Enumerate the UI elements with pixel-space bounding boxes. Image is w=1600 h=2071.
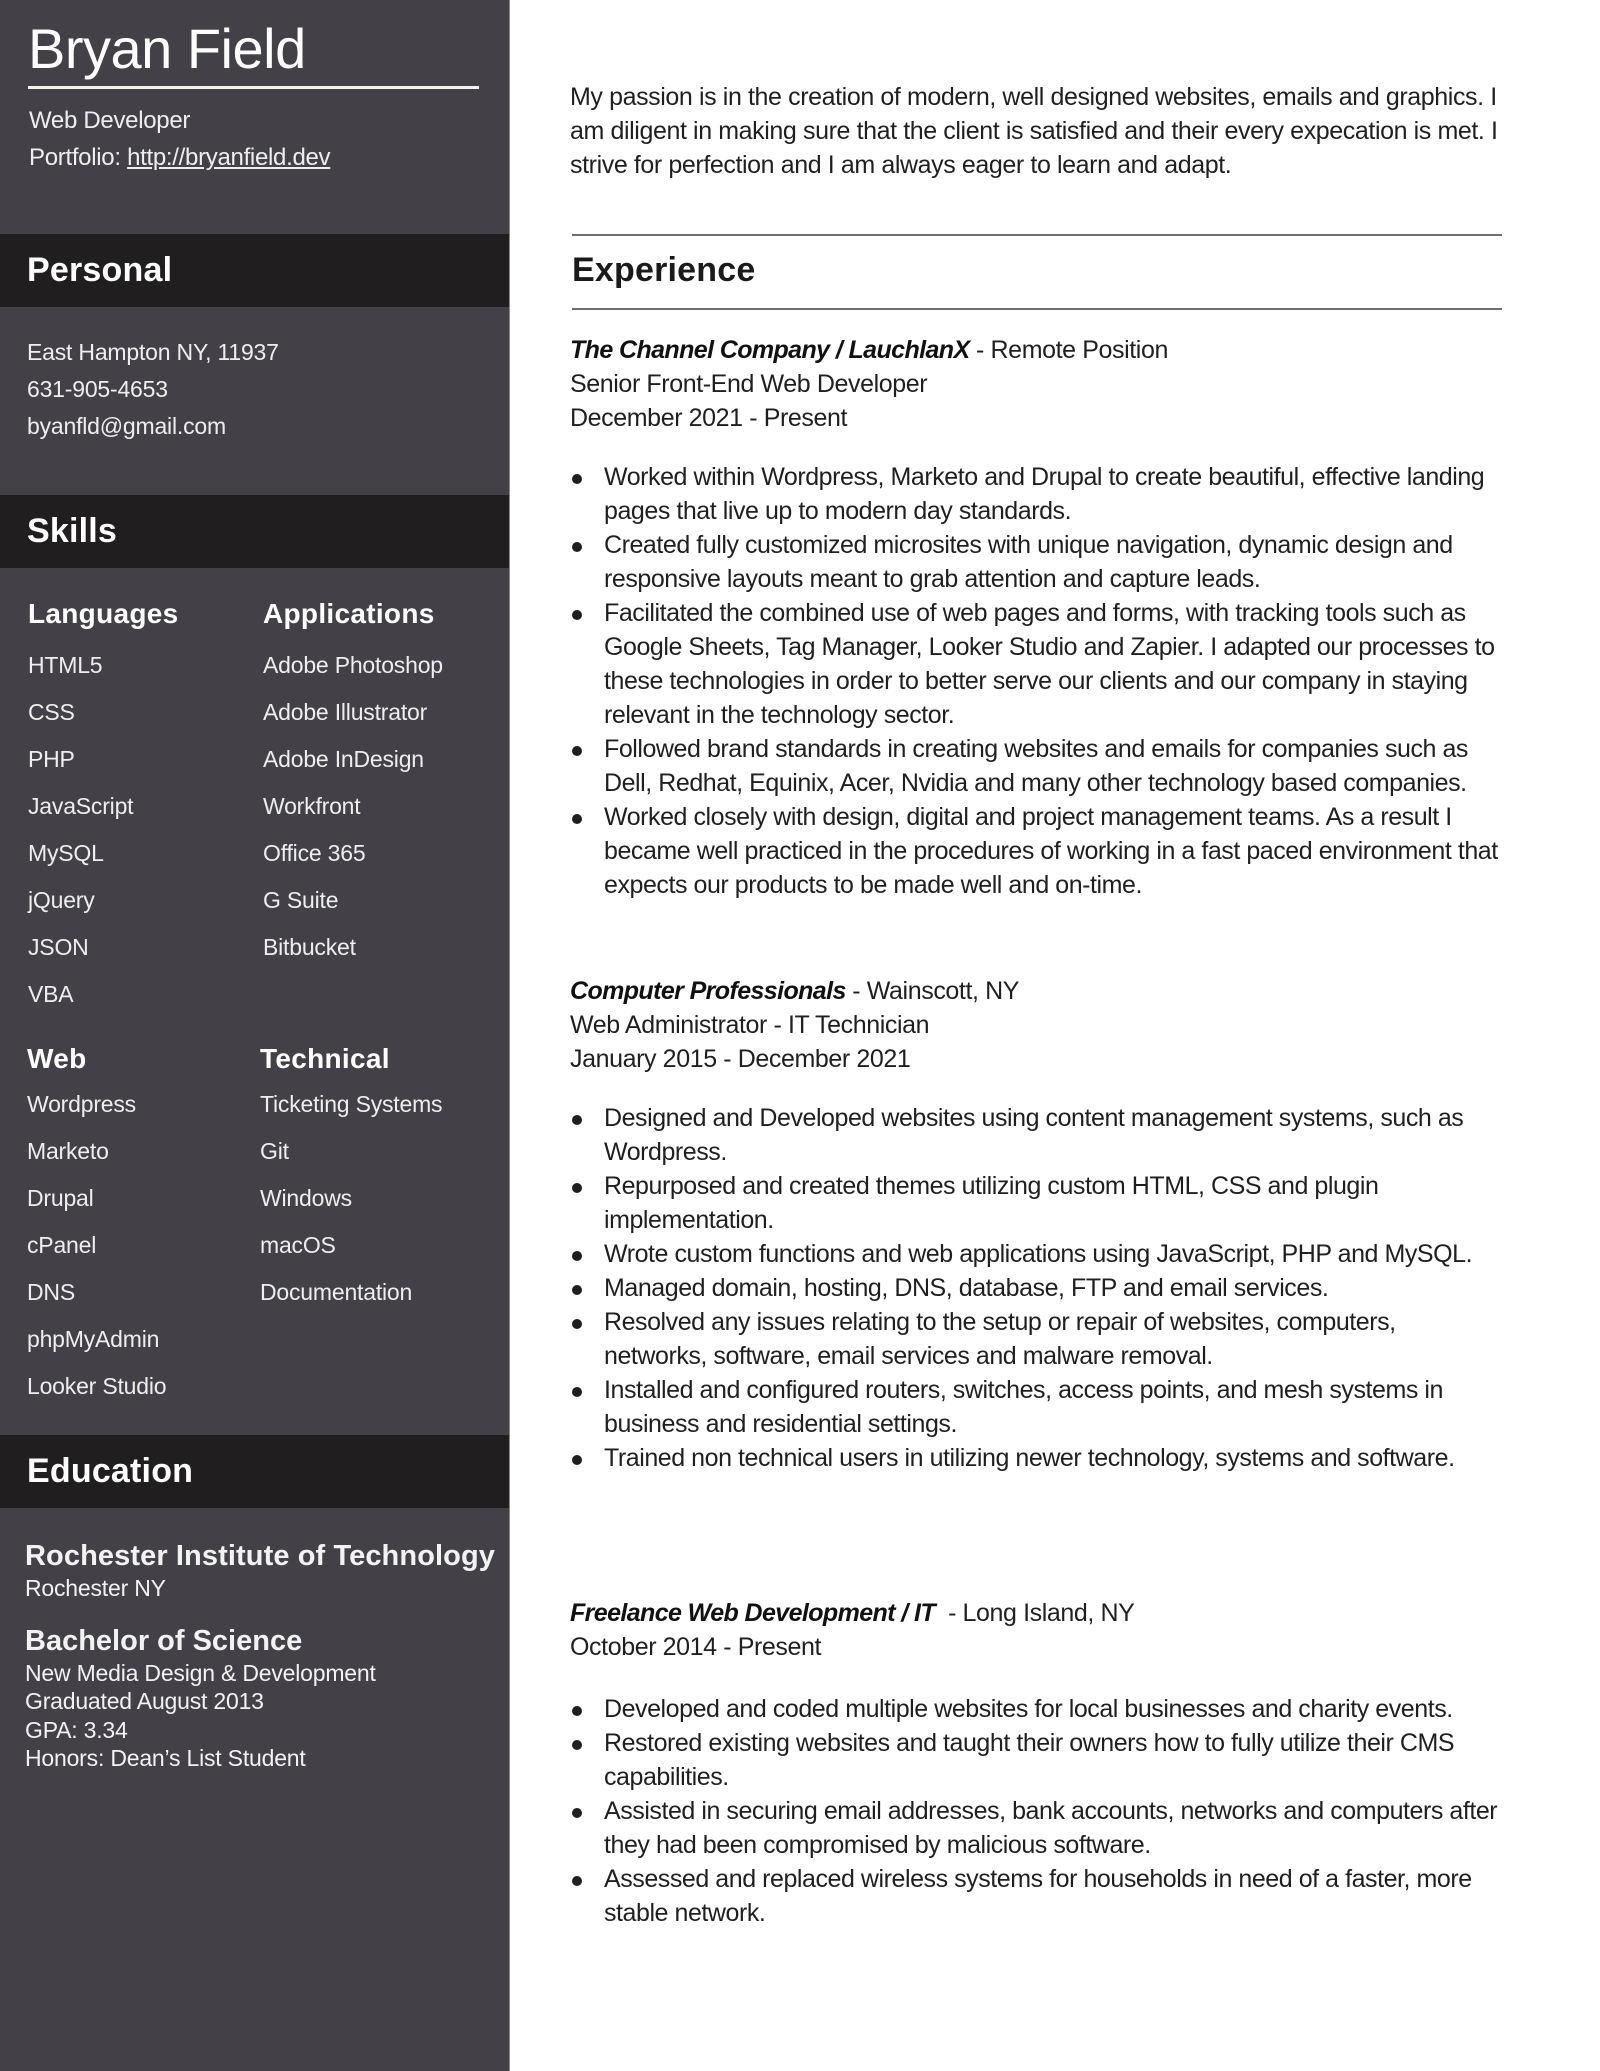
skill-item: PHP: [28, 746, 75, 772]
bullet-item: [570, 1101, 1502, 1169]
bullet-text: Trained non technical users in utilizing newer technology, systems and software.: [604, 1444, 1455, 1472]
skill-item: macOS: [260, 1232, 336, 1258]
bullet-text: Created fully customized microsites with unique navigation, dynamic design and responsive layouts meant to grab attention and capture leads.: [604, 531, 1453, 593]
job-title: Web Developer: [29, 107, 191, 134]
skill-item: JavaScript: [28, 793, 134, 819]
portfolio-line: [29, 143, 330, 173]
experience-heading: Experience: [572, 251, 756, 289]
degree-detail: Honors: Dean’s List Student: [25, 1745, 306, 1771]
skill-item: Bitbucket: [263, 934, 356, 960]
skill-item: Windows: [260, 1185, 352, 1211]
bullet-dot-icon: [572, 542, 582, 552]
bullet-dot-icon: [572, 1455, 582, 1465]
skills-section-header: [0, 495, 509, 568]
bullet-text: Worked within Wordpress, Marketo and Drupal to create beautiful, effective landing pages that live up to modern day standards.: [604, 463, 1485, 525]
job-header: [570, 333, 1502, 367]
skill-item: G Suite: [263, 887, 339, 913]
job-location: - Remote Position: [969, 336, 1168, 364]
skill-list: [260, 1089, 442, 1324]
job-location: - Wainscott, NY: [845, 977, 1020, 1005]
skill-group-title: Technical: [260, 1043, 390, 1074]
skill-item: MySQL: [28, 840, 104, 866]
bullet-item: [570, 596, 1502, 732]
bullet-dot-icon: [572, 1183, 582, 1193]
bullet-dot-icon: [572, 814, 582, 824]
bullet-dot-icon: [572, 1285, 582, 1295]
portfolio-label: Portfolio:: [29, 144, 121, 171]
summary-divider: [572, 234, 1502, 236]
education-section-header: [0, 1435, 509, 1508]
bullet-dot-icon: [572, 1706, 582, 1716]
school-name: Rochester Institute of Technology: [25, 1540, 496, 1572]
bullet-dot-icon: [572, 1251, 582, 1261]
bullet-dot-icon: [572, 1876, 582, 1886]
company-name: Freelance Web Development / IT: [570, 1599, 935, 1627]
bullet-item: [570, 1862, 1502, 1930]
skill-group-title: Web: [27, 1043, 87, 1074]
skill-item: Adobe Photoshop: [263, 652, 443, 678]
job-entry: [570, 1596, 1502, 1930]
skill-group-technical: [260, 1041, 442, 1324]
job-bullets: [570, 1692, 1502, 1930]
skill-group-title: Languages: [28, 598, 179, 629]
portfolio-link[interactable]: http://bryanfield.dev: [127, 144, 331, 171]
skill-item: Git: [260, 1138, 289, 1164]
bullet-text: Developed and coded multiple websites for local businesses and charity events.: [604, 1695, 1453, 1723]
bullet-item: [570, 800, 1502, 902]
bullet-text: Designed and Developed websites using content management systems, such as Wordpress.: [604, 1104, 1464, 1166]
bullet-text: Followed brand standards in creating websites and emails for companies such as Dell, Redhat, Equinix, Acer, Nvidia and many other technology based companies.: [604, 735, 1468, 797]
bullet-dot-icon: [572, 1740, 582, 1750]
skill-group-applications: [263, 596, 443, 979]
job-location: - Long Island, NY: [934, 1599, 1135, 1627]
bullet-dot-icon: [572, 1115, 582, 1125]
skill-item: Documentation: [260, 1279, 413, 1305]
bullet-dot-icon: [572, 1387, 582, 1397]
profile-summary: My passion is in the creation of modern, well designed websites, emails and graphics. I am diligent in making sure that the client is satisfied and their every expecation is met. I strive for perfection and I am always eager to learn and adapt.: [570, 83, 1498, 179]
candidate-name: Bryan Field: [28, 17, 306, 80]
name-divider: [28, 86, 479, 89]
company-name: Computer Professionals: [570, 977, 846, 1005]
school-location: Rochester NY: [25, 1575, 166, 1601]
skill-item: HTML5: [28, 652, 103, 678]
bullet-dot-icon: [572, 610, 582, 620]
skill-item: Adobe Illustrator: [263, 699, 428, 725]
bullet-item: [570, 460, 1502, 528]
bullet-dot-icon: [572, 474, 582, 484]
bullet-text: Facilitated the combined use of web pages and forms, with tracking tools such as Google Sheets, Tag Manager, Looker Studio and Zapier. I adapted our processes to these technologies in order to better serve our clients and our company in staying relevant in the technology sector.: [604, 599, 1495, 729]
education-heading: Education: [27, 1452, 194, 1490]
job-dates: January 2015 - December 2021: [570, 1045, 911, 1073]
bullet-text: Assisted in securing email addresses, bank accounts, networks and computers after they had been compromised by malicious software.: [604, 1797, 1498, 1859]
bullet-item: [570, 1169, 1502, 1237]
experience-divider: [572, 308, 1502, 310]
skill-item: cPanel: [27, 1232, 97, 1258]
degree-detail: New Media Design & Development: [25, 1659, 376, 1686]
bullet-text: Restored existing websites and taught their owners how to fully utilize their CMS capabilities.: [604, 1729, 1455, 1791]
bullet-text: Worked closely with design, digital and project management teams. As a result I became well practiced in the procedures of working in a fast paced environment that expects our products to be made well and on-time.: [604, 803, 1498, 899]
bullet-item: [570, 1271, 1502, 1305]
job-role: Web Administrator - IT Technician: [570, 1011, 930, 1039]
bullet-item: [570, 1305, 1502, 1373]
contact-email: byanfld@gmail.com: [27, 413, 226, 439]
bullet-item: [570, 1373, 1502, 1441]
job-dates: October 2014 - Present: [570, 1633, 822, 1661]
personal-section-header: [0, 234, 509, 307]
bullet-item: [570, 1692, 1502, 1726]
bullet-text: Installed and configured routers, switches, access points, and mesh systems in business and residential settings.: [604, 1376, 1443, 1438]
skill-item: jQuery: [28, 887, 95, 913]
skill-list: [27, 1089, 166, 1418]
contact-location: East Hampton NY, 11937: [27, 339, 279, 365]
bullet-item: [570, 1237, 1502, 1271]
job-entry: [570, 974, 1502, 1475]
contact-phone: 631-905-4653: [27, 376, 168, 402]
skill-item: JSON: [28, 934, 89, 960]
bullet-text: Repurposed and created themes utilizing custom HTML, CSS and plugin implementation.: [604, 1172, 1379, 1234]
skill-item: Drupal: [27, 1185, 94, 1211]
job-header: [570, 974, 1502, 1008]
bullet-dot-icon: [572, 746, 582, 756]
bullet-item: [570, 528, 1502, 596]
bullet-item: [570, 1726, 1502, 1794]
skill-item: Adobe InDesign: [263, 746, 424, 772]
bullet-dot-icon: [572, 1808, 582, 1818]
skill-item: DNS: [27, 1279, 75, 1305]
bullet-item: [570, 1794, 1502, 1862]
degree-details: [25, 1659, 495, 1773]
skill-group-languages: [28, 596, 179, 1026]
skill-list: [263, 650, 443, 979]
job-entry: [570, 333, 1502, 902]
skill-item: Ticketing Systems: [260, 1091, 443, 1117]
bullet-text: Resolved any issues relating to the setup or repair of websites, computers, networks, software, email services and malware removal.: [604, 1308, 1396, 1370]
skill-item: phpMyAdmin: [27, 1326, 160, 1352]
company-name: The Channel Company / LauchlanX: [570, 336, 970, 364]
sidebar: [0, 0, 510, 2071]
skill-item: VBA: [28, 981, 74, 1007]
bullet-text: Assessed and replaced wireless systems for households in need of a faster, more stable network.: [604, 1865, 1472, 1927]
skill-item: Office 365: [263, 840, 366, 866]
personal-heading: Personal: [27, 251, 173, 289]
bullet-item: [570, 732, 1502, 800]
skill-item: CSS: [28, 699, 75, 725]
skill-group-title: Applications: [263, 598, 435, 629]
bullet-dot-icon: [572, 1319, 582, 1329]
degree-detail: GPA: 3.34: [25, 1716, 128, 1743]
bullet-item: [570, 1441, 1502, 1475]
skill-item: Workfront: [263, 793, 361, 819]
skill-group-web: [27, 1041, 166, 1418]
job-bullets: [570, 460, 1502, 902]
job-header: [570, 1596, 1502, 1630]
job-role: Senior Front-End Web Developer: [570, 370, 928, 398]
skill-item: Wordpress: [27, 1091, 136, 1117]
bullet-text: Wrote custom functions and web applications using JavaScript, PHP and MySQL.: [604, 1240, 1473, 1268]
job-dates: December 2021 - Present: [570, 404, 848, 432]
skill-item: Looker Studio: [27, 1373, 167, 1399]
job-bullets: [570, 1101, 1502, 1475]
skills-heading: Skills: [27, 512, 118, 550]
bullet-text: Managed domain, hosting, DNS, database, FTP and email services.: [604, 1274, 1329, 1302]
skill-item: Marketo: [27, 1138, 109, 1164]
education-entry: [25, 1538, 495, 1773]
degree-detail: Graduated August 2013: [25, 1688, 264, 1714]
skill-list: [28, 650, 179, 1026]
degree-name: Bachelor of Science: [25, 1624, 303, 1657]
